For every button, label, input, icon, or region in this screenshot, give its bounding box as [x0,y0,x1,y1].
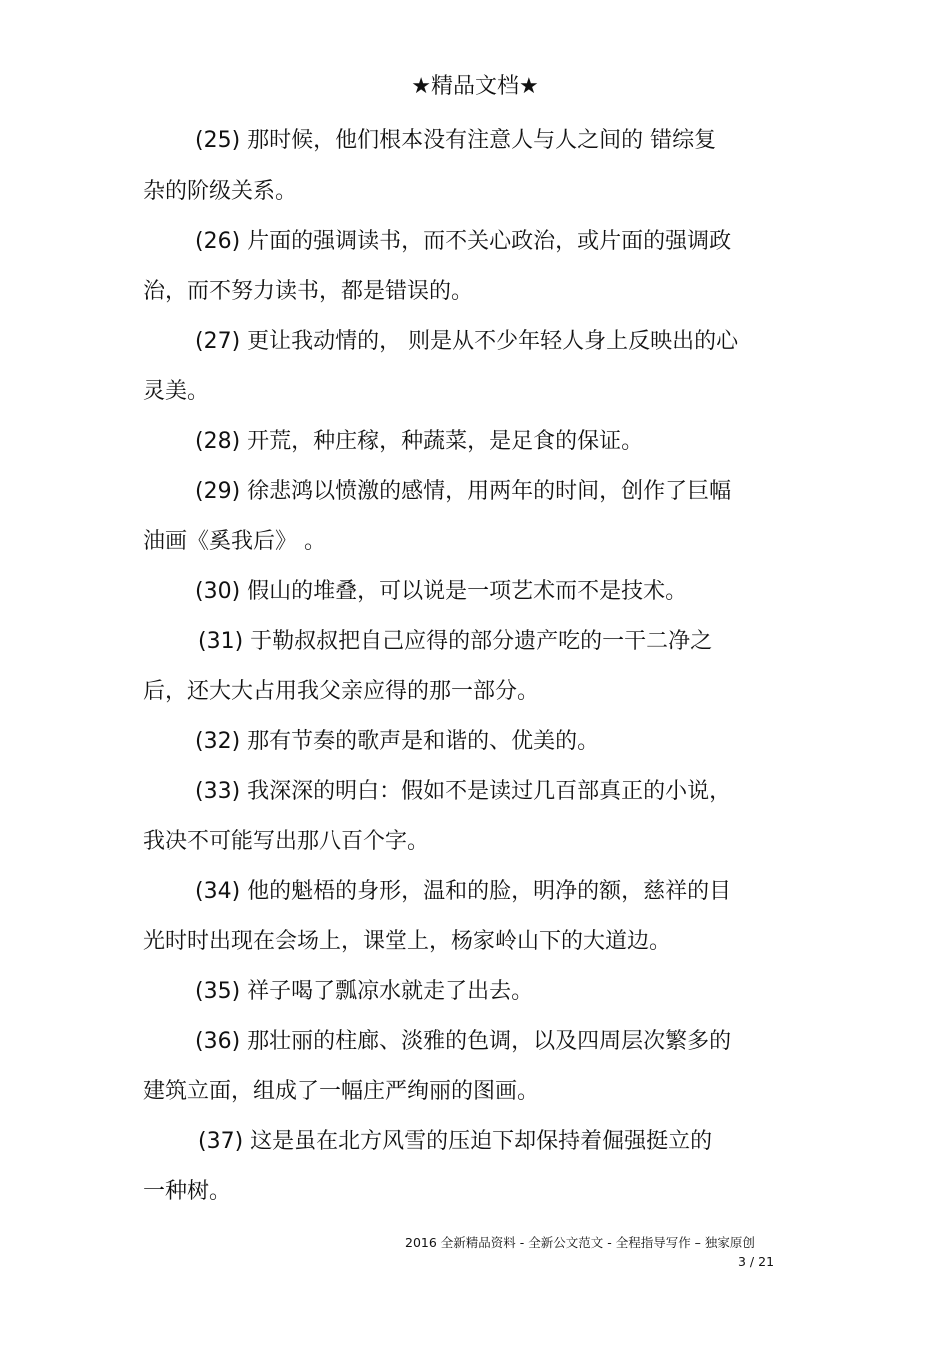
text-line: (37) 这是虽在北方风雪的压迫下却保持着倔强挺立的 [198,1129,713,1154]
text-line: 治，而不努力读书，都是错误的。 [143,279,474,304]
text-line: (34) 他的魁梧的身形，温和的脸，明净的额，慈祥的目 [195,879,732,904]
text-line: 建筑立面，组成了一幅庄严绚丽的图画。 [143,1079,540,1104]
text-line: (28) 开荒，种庄稼，种蔬菜，是足食的保证。 [195,429,644,454]
text-line: 杂的阶级关系。 [143,179,298,204]
text-line: (25) 那时候，他们根本没有注意人与人之间的 错综复 [195,128,717,153]
text-line: 我决不可能写出那八百个字。 [143,829,430,854]
text-line: 一种树。 [143,1179,232,1204]
text-line: 灵美。 [143,379,210,404]
text-line: (27) 更让我动情的， 则是从不少年轻人身上反映出的心 [195,329,739,354]
text-line: (31) 于勒叔叔把自己应得的部分遗产吃的一干二净之 [198,629,713,654]
text-line: (30) 假山的堆叠，可以说是一项艺术而不是技术。 [195,579,688,604]
document-header-title: ★精品文档★ [411,74,539,99]
text-line: 油画《奚我后》 。 [143,529,326,554]
text-line: (35) 祥子喝了瓢凉水就走了出去。 [195,979,534,1004]
page-number: 3 / 21 [738,1254,775,1269]
text-line: (36) 那壮丽的柱廊、淡雅的色调，以及四周层次繁多的 [195,1029,732,1054]
text-line: (32) 那有节奏的歌声是和谐的、优美的。 [195,729,600,754]
text-line: (26) 片面的强调读书，而不关心政治，或片面的强调政 [195,229,732,254]
footer-text: 2016 全新精品资料 - 全新公文范文 - 全程指导写作 – 独家原创 [405,1235,755,1250]
text-line: 后，还大大占用我父亲应得的那一部分。 [143,679,540,704]
text-line: (33) 我深深的明白：假如不是读过几百部真正的小说， [195,779,732,804]
text-line: (29) 徐悲鸿以愤激的感情，用两年的时间，创作了巨幅 [195,479,732,504]
text-line: 光时时出现在会场上，课堂上，杨家岭山下的大道边。 [143,929,672,954]
